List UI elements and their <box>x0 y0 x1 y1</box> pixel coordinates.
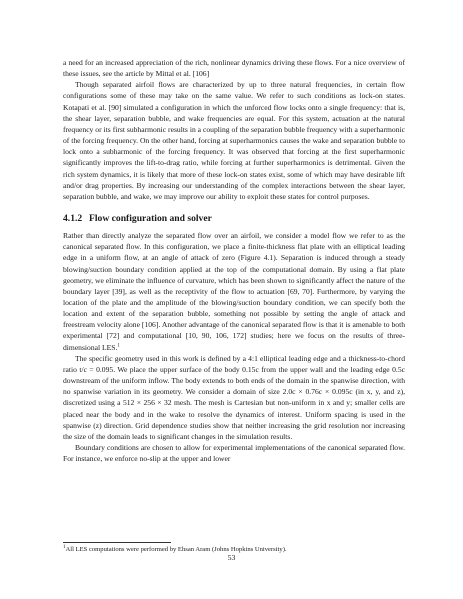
footnote-ref: 1 <box>117 343 120 349</box>
paragraph-boundary-conditions: Boundary conditions are chosen to allow for experimental implementations of the canonical separated flow. For instance, we enforce no-slip at the upper and lower <box>63 443 405 464</box>
paragraph-lock-on-states: Though separated airfoil flows are characterized by up to three natural frequencies, in certain flow configurations some of these may take on the same value. We refer to such conditions as lock-on states. Kotapati et al. [90] simulated a configuration in which the unforced flow locks onto a single frequency: that is, the shear layer, separation bubble, and wake frequencies are equal. For this system, actuation at the natural frequency or its first subharmonic results in a coupling of the separation bubble frequency with a superharmonic of the forcing frequency. On the other hand, forcing at superharmonics causes the wake and separation bubble to lock onto a subharmonic of the forcing frequency. It was observed that forcing at the first superharmonic significantly improves the lift-to-drag ratio, while forcing at further superharmonics is detrimental. Given the rich system dynamics, it is likely that more of these lock-on states exist, some of which may have desirable lift and/or drag properties. By increasing our understanding of the complex interactions between the shear layer, separation bubble, and wake, we may improve our ability to exploit these states for control purposes. <box>63 80 405 201</box>
footnote-rule <box>63 542 171 543</box>
paragraph-geometry: The specific geometry used in this work is defined by a 4:1 elliptical leading edge and a thickness-to-chord ratio t/c = 0.095. We place the upper surface of the body 0.15c from the upper wall and the leading edge 0.5c downstream of the uniform inflow. The body extends to both ends of the domain in the spanwise direction, with no spanwise variation in its geometry. We consider a domain of size 2.0c × 0.76c × 0.095c (in x, y, and z), discretized using a 512 × 256 × 32 mesh. The mesh is Cartesian but non-uniform in x and y; smaller cells are placed near the body and in the wake to resolve the dynamics of interest. Uniform spacing is used in the spanwise (z) direction. Grid dependence studies show that neither increasing the grid resolution nor increasing the size of the domain leads to significant changes in the simulation results. <box>63 353 405 441</box>
section-number: 4.1.2 <box>63 213 83 225</box>
section-title: Flow configuration and solver <box>89 213 212 225</box>
section-heading <box>63 213 405 225</box>
footnote-marker: 1 <box>63 544 66 550</box>
body-text <box>63 57 405 464</box>
paragraph-canonical-flow: Rather than directly analyze the separated flow over an airfoil, we consider a model flow we refer to as the canonical separated flow. In this configuration, we place a finite-thickness flat plate with an elliptical leading edge in a uniform flow, at an angle of attack of zero (Figure 4.1). Separation is induced through a steady blowing/suction boundary condition applied at the top of the computational domain. By using a flat plate geometry, we eliminate the influence of curvature, which has been shown to significantly affect the nature of the boundary layer [39], as well as the receptivity of the flow to actuation [69, 70]. Furthermore, by varying the location of the plate and the amplitude of the blowing/suction boundary condition, we can specify both the location and extent of the separation bubble, something not possible by setting the angle of attack and freestream velocity alone [106]. Another advantage of the canonical separated flow is that it is amenable to both experimental [72] and computational [10, 90, 106, 172] studies; here we focus on the results of three-dimensional LES.$^1$ <box>63 231 405 352</box>
paragraph-continuation: a need for an increased appreciation of the rich, nonlinear dynamics driving these flows. For a nice overview of these issues, see the article by Mittal et al. [106] <box>63 58 405 79</box>
page-number: 53 <box>227 553 236 562</box>
footnote: $^1$All LES computations were performed by Ehsan Aram (Johns Hopkins University). <box>63 544 287 553</box>
